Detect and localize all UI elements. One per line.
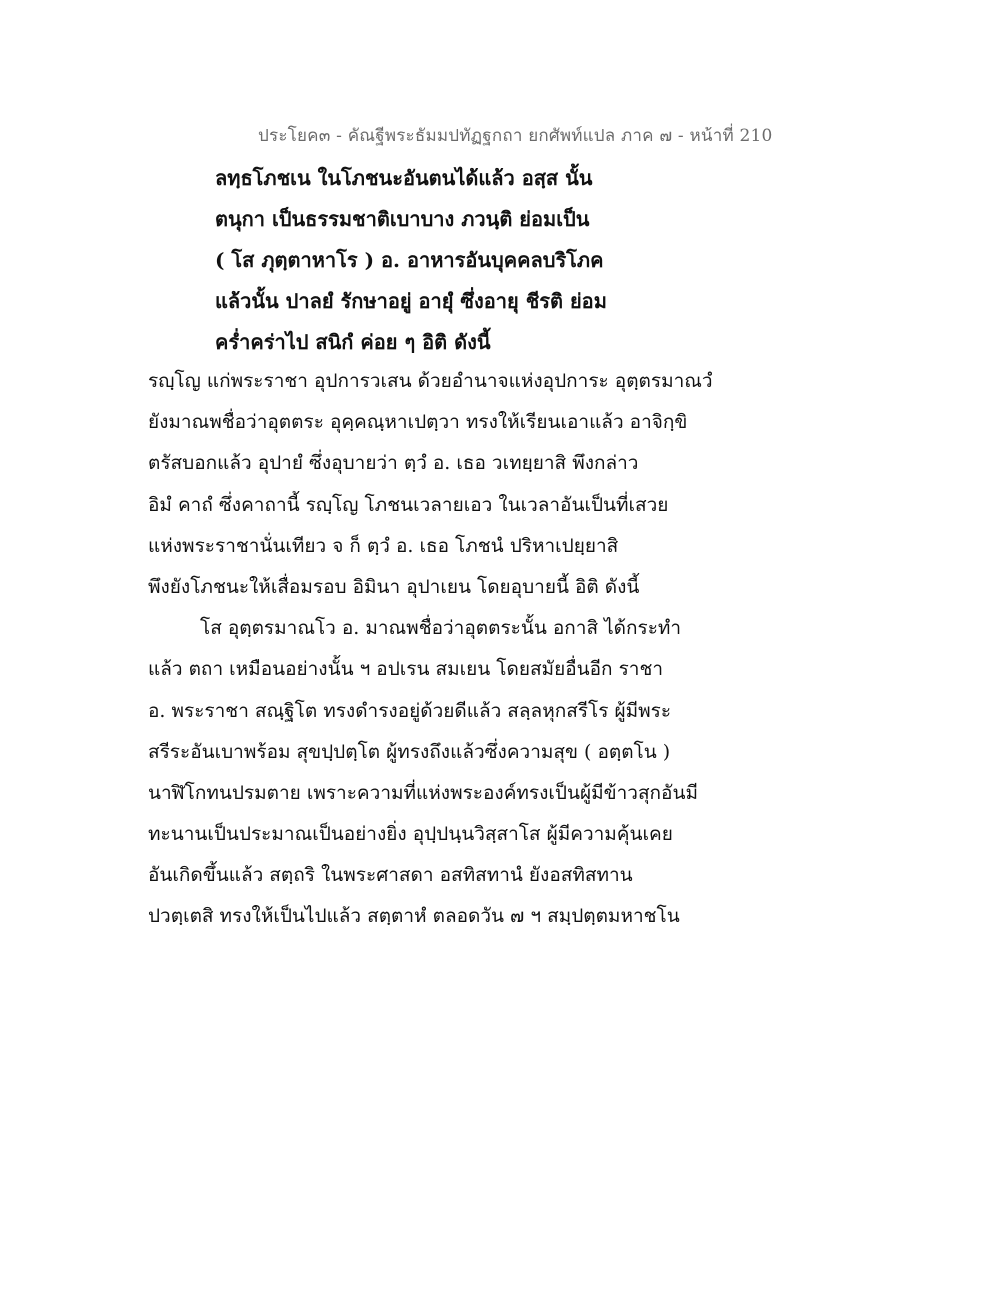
body-line: ปวตฺเตสิ ทรงให้เป็นไปแล้ว สตฺตาหํ ตลอดวัน ๗ ฯ สมฺปตฺตมหาชโน <box>148 905 680 928</box>
verse-line: แล้วนั้น ปาลยํ รักษาอยู่ อายุํ ซึ่งอายุ ชีรติ ย่อม <box>215 289 607 313</box>
body-line: อันเกิดขึ้นแล้ว สตฺถริ ในพระศาสดา อสทิสทานํ ยังอสทิสทาน <box>148 864 633 887</box>
body-line: พึงยังโภชนะให้เสื่อมรอบ อิมินา อุปาเยน โดยอุบายนี้ อิติ ดังนี้ <box>148 575 640 598</box>
page-header: ประโยค๓ - คัณฐีพระธัมมปทัฏฐกถา ยกศัพท์แปล ภาค ๗ - หน้าที่ 210 <box>258 126 773 146</box>
body-line: แห่งพระราชานั่นเทียว จ ก็ ตฺวํ อ. เธอ โภชนํ ปริหาเปยฺยาสิ <box>148 534 619 557</box>
body-line: ทะนานเป็นประมาณเป็นอย่างยิ่ง อุปฺปนฺนวิสฺสาโส ผู้มีความคุ้นเคย <box>148 823 673 846</box>
body-text <box>148 361 748 938</box>
body-line: อ. พระราชา สณฺฐิโต ทรงดำรงอยู่ด้วยดีแล้ว สลฺลหุกสรีโร ผู้มีพระ <box>148 699 672 722</box>
body-line: อิมํ คาถํ ซึ่งคาถานี้ รญฺโญ โภชนเวลายเอว ในเวลาอันเป็นที่เสวย <box>148 493 669 516</box>
verse-line: คร่ำคร่าไป สนิกํ ค่อย ๆ อิติ ดังนี้ <box>215 330 491 354</box>
verse-block <box>215 158 775 363</box>
body-line: ยังมาณพชื่อว่าอุตตระ อุคฺคณฺหาเปตฺวา ทรงให้เรียนเอาแล้ว อาจิกฺขิ <box>148 411 688 434</box>
body-line: ตรัสบอกแล้ว อุปายํ ซึ่งอุบายว่า ตฺวํ อ. เธอ วเทยฺยาสิ พึงกล่าว <box>148 452 639 475</box>
body-line-paragraph-start: โส อุตฺตรมาณโว อ. มาณพชื่อว่าอุตตระนั้น อกาสิ ได้กระทำ <box>200 617 682 640</box>
verse-line: ( โส ภุตฺตาหาโร ) อ. อาหารอันบุคคลบริโภค <box>215 248 604 272</box>
verse-line: ลทฺธโภชเน ในโภชนะอันตนได้แล้ว อสฺส นั้น <box>215 166 593 190</box>
body-line: นาฬิโกทนปรมตาย เพราะความที่แห่งพระองค์ทรงเป็นผู้มีข้าวสุกอันมี <box>148 781 698 804</box>
body-line: แล้ว ตถา เหมือนอย่างนั้น ฯ อปเรน สมเยน โดยสมัยอื่นอีก ราชา <box>148 658 664 681</box>
verse-line: ตนุกา เป็นธรรมชาติเบาบาง ภวนฺติ ย่อมเป็น <box>215 207 590 231</box>
body-line: รญฺโญ แก่พระราชา อุปการวเสน ด้วยอำนาจแห่งอุปการะ อุตฺตรมาณวํ <box>148 370 713 392</box>
body-line: สรีระอันเบาพร้อม สุขปฺปตฺโต ผู้ทรงถึงแล้วซึ่งความสุข ( อตฺตโน ) <box>148 740 671 763</box>
